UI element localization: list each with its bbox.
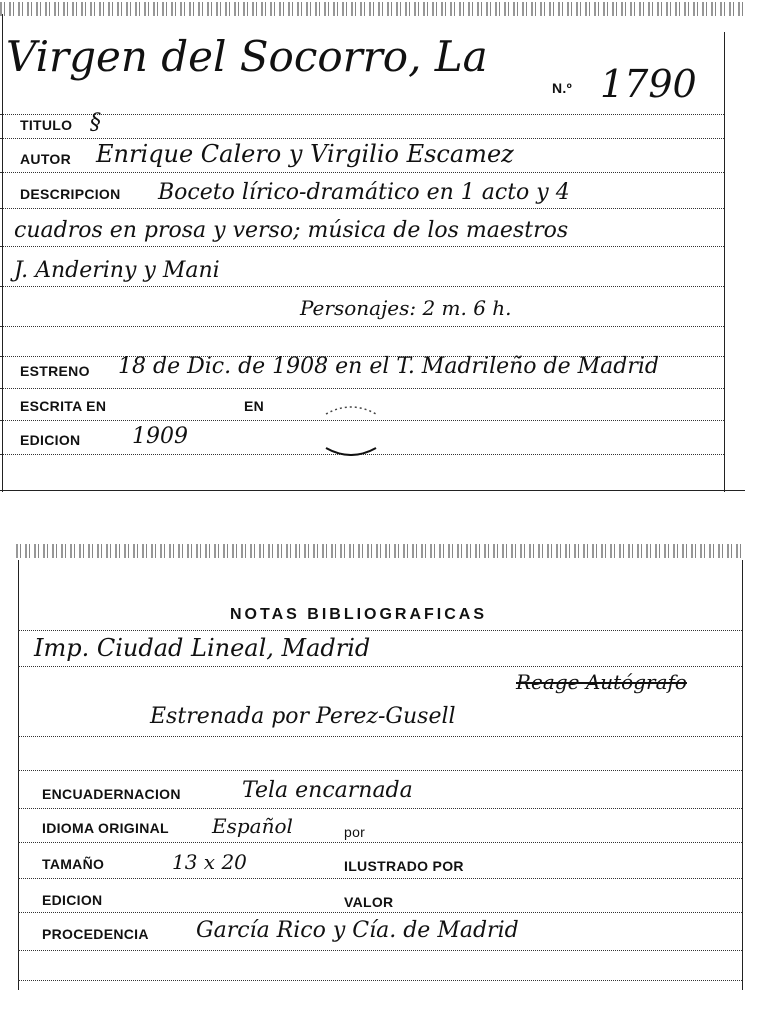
catalog-card-front — [0, 14, 745, 492]
rule-line — [0, 286, 724, 287]
descripcion-label: DESCRIPCION — [20, 186, 121, 202]
card-bottom-edge — [0, 490, 745, 491]
autor-label: AUTOR — [20, 151, 72, 167]
edicion-handwritten: 1909 — [132, 424, 188, 449]
edicion-label: EDICION — [20, 432, 81, 448]
encuadernacion-label: ENCUADERNACION — [42, 786, 181, 802]
card-top-edge — [16, 544, 745, 558]
notas-struck-text: Reage Autógrafo — [516, 670, 687, 694]
procedencia-handwritten: García Rico y Cía. de Madrid — [196, 918, 519, 943]
escrita-en-label: ESCRITA EN — [20, 398, 107, 414]
rule-line — [0, 138, 724, 139]
card-top-edge — [0, 2, 745, 16]
ilustrado-label: ILUSTRADO POR — [344, 858, 464, 874]
rule-line — [0, 388, 724, 389]
rule-line — [18, 912, 742, 913]
titulo-mark: § — [90, 110, 101, 135]
estreno-label: ESTRENO — [20, 363, 90, 379]
number-handwritten: 1790 — [600, 62, 697, 106]
titulo-label: TITULO — [20, 117, 73, 133]
descripcion-line-1: Boceto lírico-dramático en 1 acto y 4 — [158, 180, 570, 205]
card-right-border — [724, 32, 725, 492]
rule-line — [18, 736, 742, 737]
tamano-handwritten: 13 x 20 — [172, 850, 247, 874]
idioma-handwritten: Español — [212, 814, 293, 838]
descripcion-line-3: J. Anderiny y Mani — [14, 258, 220, 283]
valor-label: VALOR — [344, 894, 394, 910]
rule-line — [0, 208, 724, 209]
card-left-border — [18, 560, 19, 990]
rule-line — [18, 878, 742, 879]
notas-line-2: Estrenada por Perez-Gusell — [150, 704, 456, 729]
catalog-card-back — [16, 552, 745, 992]
rule-line — [18, 808, 742, 809]
encuadernacion-handwritten: Tela encarnada — [242, 778, 413, 803]
punched-hole-mark — [322, 406, 380, 456]
title-handwritten: Virgen del Socorro, La — [6, 32, 488, 81]
rule-line — [0, 114, 724, 115]
estreno-handwritten: 18 de Dic. de 1908 en el T. Madrileño de Madrid — [118, 354, 659, 379]
rule-line — [0, 326, 724, 327]
rule-line — [18, 842, 742, 843]
descripcion-line-2: cuadros en prosa y verso; música de los maestros — [14, 218, 569, 243]
edicion-label: EDICION — [42, 892, 103, 908]
rule-line — [0, 246, 724, 247]
tamano-label: TAMAÑO — [42, 856, 105, 872]
idioma-label: IDIOMA ORIGINAL — [42, 820, 169, 836]
personajes-handwritten: Personajes: 2 m. 6 h. — [300, 296, 512, 320]
card-right-border — [742, 560, 743, 990]
rule-line — [18, 950, 742, 951]
rule-line — [18, 666, 742, 667]
rule-line — [0, 172, 724, 173]
rule-line — [18, 630, 742, 631]
notas-line-1: Imp. Ciudad Lineal, Madrid — [34, 634, 371, 662]
en-label: EN — [244, 398, 265, 414]
procedencia-label: PROCEDENCIA — [42, 926, 149, 942]
por-label: por — [344, 824, 366, 840]
autor-handwritten: Enrique Calero y Virgilio Escamez — [96, 140, 514, 168]
rule-line — [18, 980, 742, 981]
number-label: N.º — [552, 80, 573, 96]
notas-heading: NOTAS BIBLIOGRAFICAS — [230, 606, 488, 623]
rule-line — [18, 770, 742, 771]
